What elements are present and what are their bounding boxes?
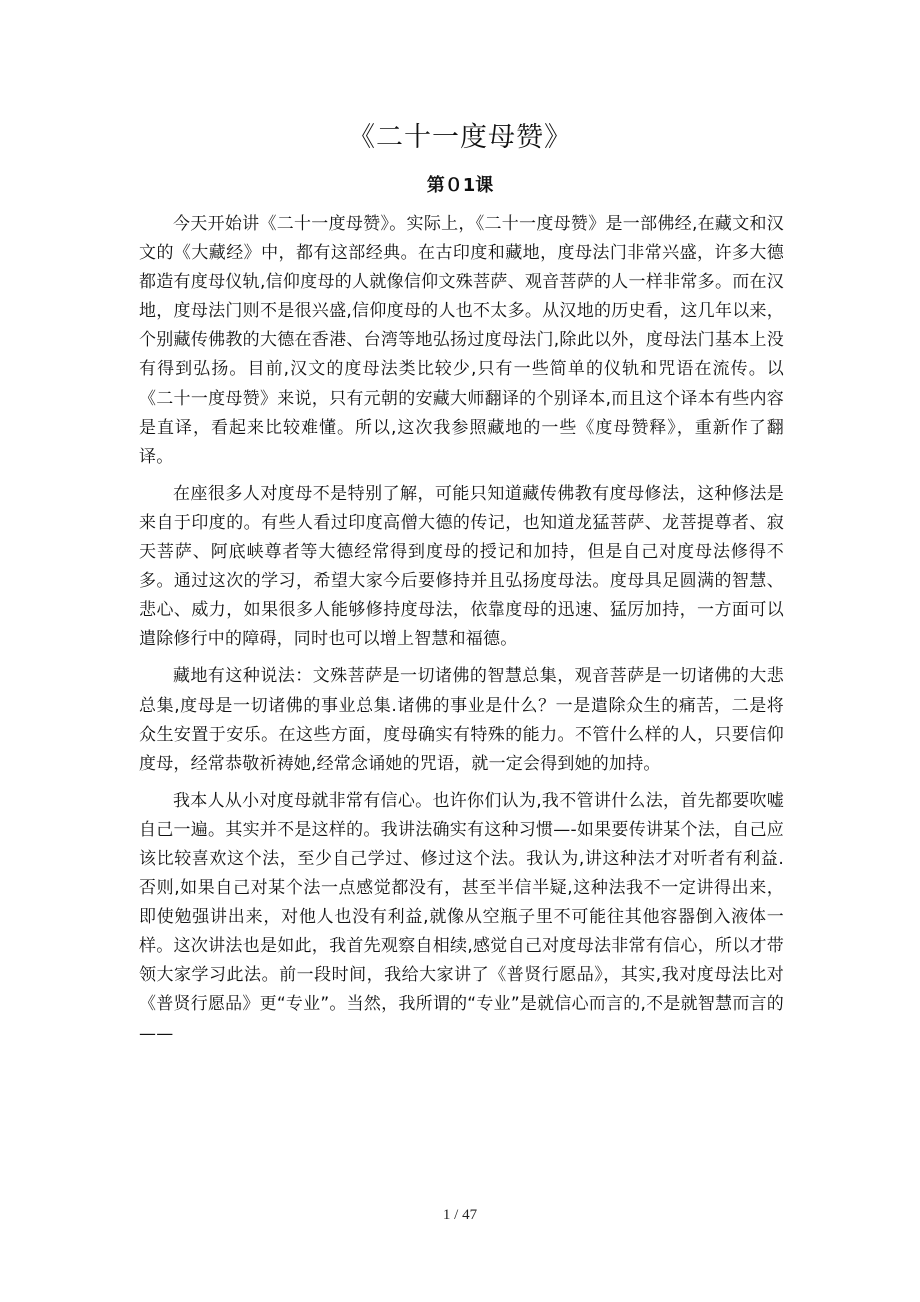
body-text [139,210,784,1057]
paragraph: 我本人从小对度母就非常有信心。也许你们认为,我不管讲什么法，首先都要吹嘘自己一遍。其实并不是这样的。我讲法确实有这种习惯—-如果要传讲某个法，自己应该比较喜欢这个法，至少自己学过、修过这个法。我认为,讲这种法才对听者有利益.否则,如果自己对某个法一点感觉都没有，甚至半信半疑,这种法我不一定讲得出来，即使勉强讲出来，对他人也没有利益,就像从空瓶子里不可能往其他容器倒入液体一样。这次讲法也是如此，我首先观察自相续,感觉自己对度母法非常有信心，所以才带领大家学习此法。前一段时间，我给大家讲了《普贤行愿品》，其实,我对度母法比对《普贤行愿品》更“专业”。当然，我所谓的“专业”是就信心而言的,不是就智慧而言的—— [139,790,784,1044]
paragraph: 在座很多人对度母不是特别了解，可能只知道藏传佛教有度母修法，这种修法是来自于印度的。有些人看过印度高僧大德的传记，也知道龙猛菩萨、龙菩提尊者、寂天菩萨、阿底峡尊者等大德经常得到度母的授记和加持，但是自己对度母法修得不多。通过这次的学习，希望大家今后要修持并且弘扬度母法。度母具足圆满的智慧、悲心、威力，如果很多人能够修持度母法，依靠度母的迅速、猛厉加持，一方面可以遣除修行中的障碍，同时也可以增上智慧和福德。 [139,483,784,650]
lesson-heading: 第０1课 [426,175,494,196]
paragraph: 藏地有这种说法：文殊菩萨是一切诸佛的智慧总集，观音菩萨是一切诸佛的大悲总集,度母是一切诸佛的事业总集.诸佛的事业是什么？一是遣除众生的痛苦，二是将众生安置于安乐。在这些方面，度母确实有特殊的能力。不管什么样的人，只要信仰度母，经常恭敬祈祷她,经常念诵她的咒语，就一定会得到她的加持。 [139,666,784,774]
page-number: 1 / 47 [442,1207,478,1223]
paragraph: 今天开始讲《二十一度母赞》。实际上，《二十一度母赞》是一部佛经,在藏文和汉文的《大藏经》中，都有这部经典。在古印度和藏地，度母法门非常兴盛，许多大德都造有度母仪轨,信仰度母的人就像信仰文殊菩萨、观音菩萨的人一样非常多。而在汉地，度母法门则不是很兴盛,信仰度母的人也不太多。从汉地的历史看，这几年以来，个别藏传佛教的大德在香港、台湾等地弘扬过度母法门,除此以外，度母法门基本上没有得到弘扬。目前,汉文的度母法类比较少,只有一些简单的仪轨和咒语在流传。以《二十一度母赞》来说，只有元朝的安藏大师翻译的个别译本,而且这个译本有些内容是直译，看起来比较难懂。所以,这次我参照藏地的一些《度母赞释》，重新作了翻译。 [139,214,784,467]
document-title: 《二十一度母赞》 [348,122,572,153]
